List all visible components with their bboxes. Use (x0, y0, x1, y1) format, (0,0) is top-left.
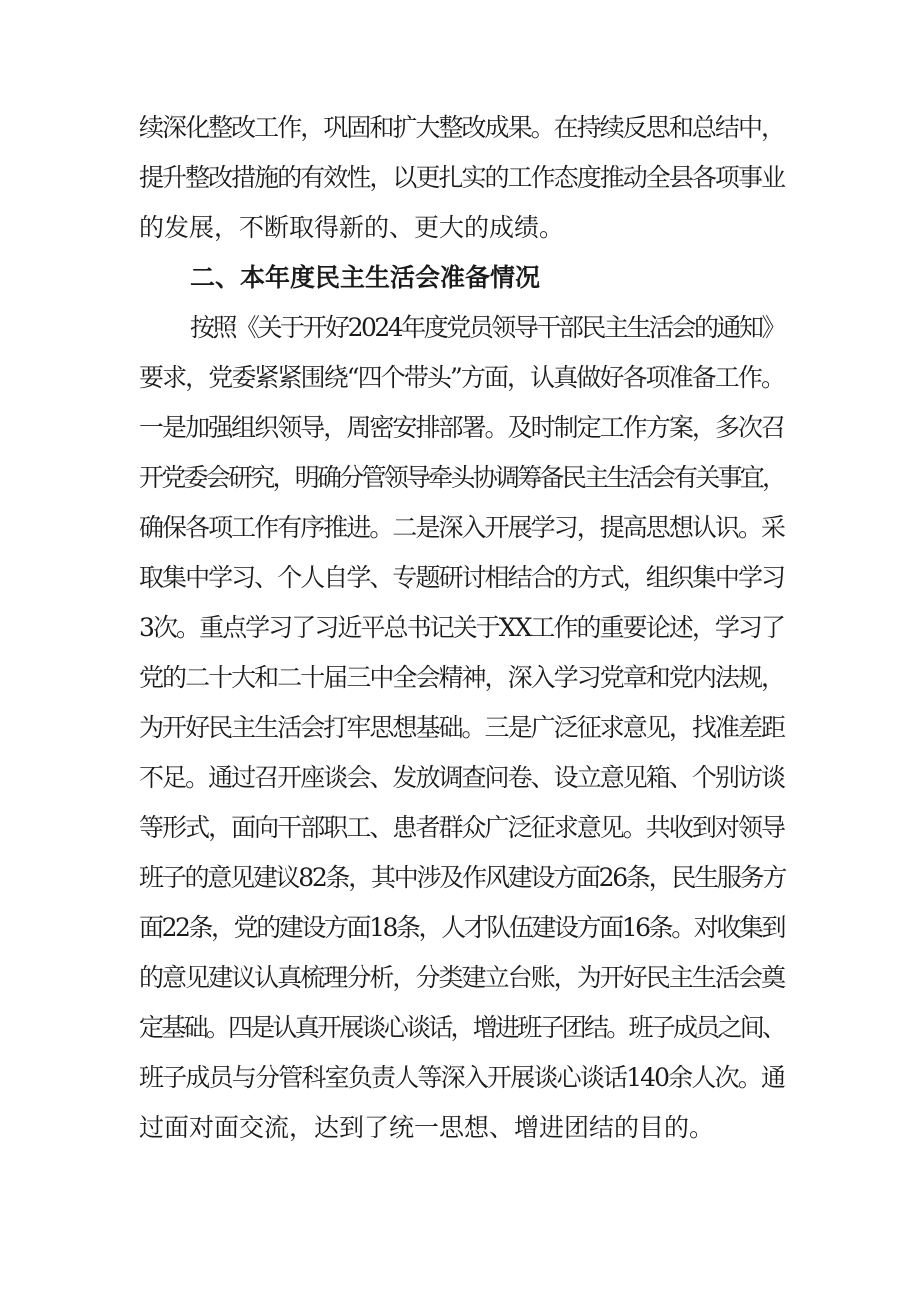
text-line: 班子成员与分管科室负责人等深入开展谈心谈话140余人次。通 (139, 1063, 784, 1092)
text-line: 定基础。四是认真开展谈心谈话，增进班子团结。班子成员之间、 (139, 1013, 785, 1042)
text-line: 开党委会研究，明确分管领导牵头协调筹备民主生活会有关事宜， (139, 463, 785, 492)
text-line: 过面对面交流，达到了统一思想、增进团结的目的。 (139, 1113, 715, 1142)
text-line: 等形式，面向干部职工、患者群众广泛征求意见。共收到对领导 (139, 813, 784, 842)
section-heading: 二、本年度民主生活会准备情况 (190, 263, 541, 292)
text-line: 不足。通过召开座谈会、发放调查问卷、设立意见箱、个别访谈 (139, 763, 784, 792)
text-line: 3次。重点学习了习近平总书记关于XX工作的重要论述，学习了 (139, 613, 784, 642)
text-line: 为开好民主生活会打牢思想基础。三是广泛征求意见，找准差距 (139, 713, 784, 742)
text-line: 的意见建议认真梳理分析，分类建立台账，为开好民主生活会奠 (139, 963, 784, 992)
text-line: 按照《关于开好2024年度党员领导干部民主生活会的通知》 (190, 313, 784, 342)
text-line: 面22条，党的建设方面18条，人才队伍建设方面16条。对收集到 (139, 913, 784, 942)
text-line: 党的二十大和二十届三中全会精神，深入学习党章和党内法规， (139, 663, 784, 692)
text-line: 续深化整改工作，巩固和扩大整改成果。在持续反思和总结中， (139, 113, 784, 142)
text-line: 取集中学习、个人自学、专题研讨相结合的方式，组织集中学习 (139, 563, 784, 592)
text-line: 的发展，不断取得新的、更大的成绩。 (139, 213, 565, 242)
text-line: 要求，党委紧紧围绕“四个带头”方面，认真做好各项准备工作。 (139, 363, 784, 392)
text-line: 提升整改措施的有效性，以更扎实的工作态度推动全县各项事业 (139, 163, 784, 192)
text-line: 班子的意见建议82条，其中涉及作风建设方面26条，民生服务方 (139, 863, 786, 892)
text-line: 确保各项工作有序推进。二是深入开展学习，提高思想认识。采 (139, 513, 784, 542)
text-line: 一是加强组织领导，周密安排部署。及时制定工作方案，多次召 (139, 413, 784, 442)
